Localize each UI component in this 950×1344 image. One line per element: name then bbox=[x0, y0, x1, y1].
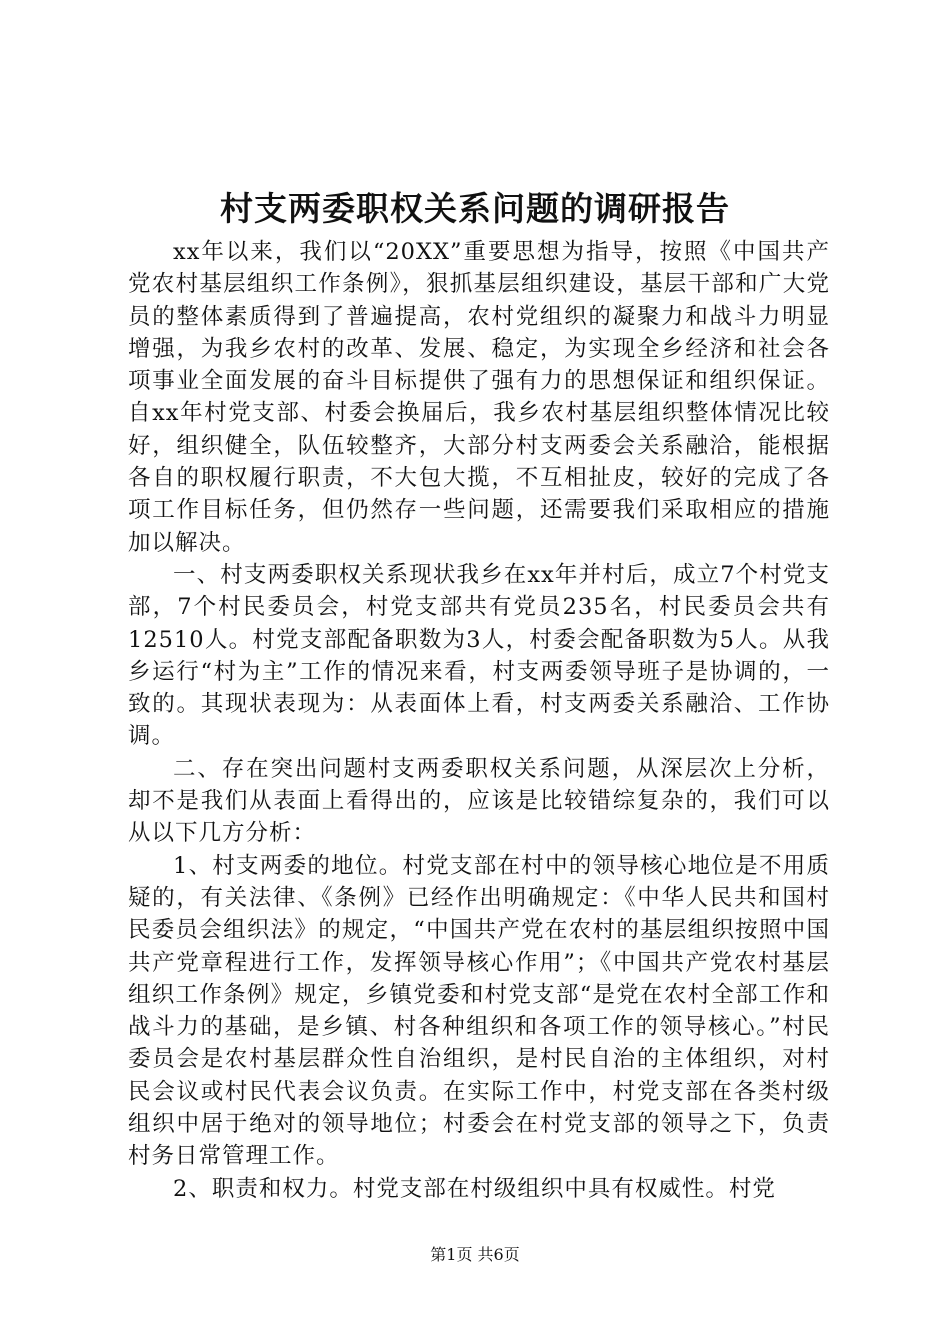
paragraph-section-1: 一、村支两委职权关系现状我乡在xx年并村后，成立7个村党支部，7个村民委员会，村党支部共有党员235名，村民委员会共有12510人。村党支部配备职数为3人，村委会配备职数为5人。从我乡运行“村为主”工作的情况来看，村支两委领导班子是协调的，一致的。其现状表现为：从表面体上看，村支两委关系融洽、工作协调。 bbox=[128, 561, 830, 750]
page-number-footer: 第1页 共6页 bbox=[430, 1245, 520, 1264]
paragraph-intro: xx年以来，我们以“20XX”重要思想为指导，按照《中国共产党农村基层组织工作条例》，狠抓基层组织建设，基层干部和广大党员的整体素质得到了普遍提高，农村党组织的凝聚力和战斗力明显增强，为我乡农村的改革、发展、稳定，为实现全乡经济和社会各项事业全面发展的奋斗目标提供了强有力的思想保证和组织保证。自xx年村党支部、村委会换届后，我乡农村基层组织整体情况比较好，组织健全，队伍较整齐，大部分村支两委会关系融洽，能根据各自的职权履行职责，不大包大揽，不互相扯皮，较好的完成了各项工作目标任务，但仍然存一些问题，还需要我们采取相应的措施加以解决。 bbox=[128, 239, 830, 556]
document-title: 村支两委职权关系问题的调研报告 bbox=[220, 189, 730, 228]
paragraph-item-1: 1、村支两委的地位。村党支部在村中的领导核心地位是不用质疑的，有关法律、《条例》已经作出明确规定：《中华人民共和国村民委员会组织法》的规定，“中国共产党在农村的基层组织按照中国共产党章程进行工作，发挥领导核心作用”；《中国共产党农村基层组织工作条例》规定，乡镇党委和村党支部“是党在农村全部工作和战斗力的基础，是乡镇、村各种组织和各项工作的领导核心。”村民委员会是农村基层群众性自治组织，是村民自治的主体组织，对村民会议或村民代表会议负责。在实际工作中，村党支部在各类村级组织中居于绝对的领导地位；村委会在村党支部的领导之下，负责村务日常管理工作。 bbox=[128, 852, 830, 1170]
paragraph-item-2: 2、职责和权力。村党支部在村级组织中具有权威性。村党 bbox=[173, 1175, 776, 1202]
document-body bbox=[128, 236, 830, 1205]
paragraph-section-2: 二、存在突出问题村支两委职权关系问题，从深层次上分析，却不是我们从表面上看得出的，应该是比较错综复杂的，我们可以从以下几方分析： bbox=[128, 755, 830, 847]
